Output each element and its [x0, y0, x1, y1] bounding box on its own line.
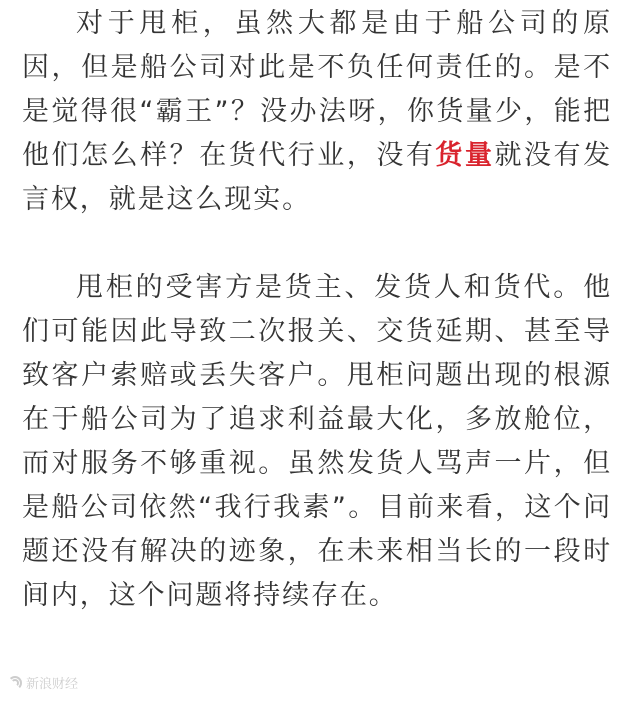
paragraph-2: 甩柜的受害方是货主、发货人和货代。他们可能因此导致二次报关、交货延期、甚至导致客户索赔或丢失客户。甩柜问题出现的根源在于船公司为了追求利益最大化，多放舱位，而对服务不够重视。虽然发货人骂声一片，但是船公司依然“我行我素”。目前来看，这个问题还没有解决的迹象，在未来相当长的一段时间内，这个问题将持续存在。	[22, 272, 612, 611]
watermark-text: 新浪财经	[26, 677, 79, 692]
paragraph-1-text-end: 就没有发言权，就是这么现实。	[22, 140, 612, 215]
weibo-icon	[8, 676, 22, 690]
paragraph-1-text-start: 对于甩柜，虽然大都是由于船公司的原因，但是船公司对此是不负任何责任的。是不是觉得很“霸王”？没办法呀，你货量少，能把他们怎么样？在货代行业，没有	[22, 8, 612, 171]
highlighted-keyword: 货量	[435, 140, 495, 171]
watermark	[8, 673, 78, 692]
article-body	[22, 2, 612, 618]
paragraph-1	[22, 2, 612, 222]
